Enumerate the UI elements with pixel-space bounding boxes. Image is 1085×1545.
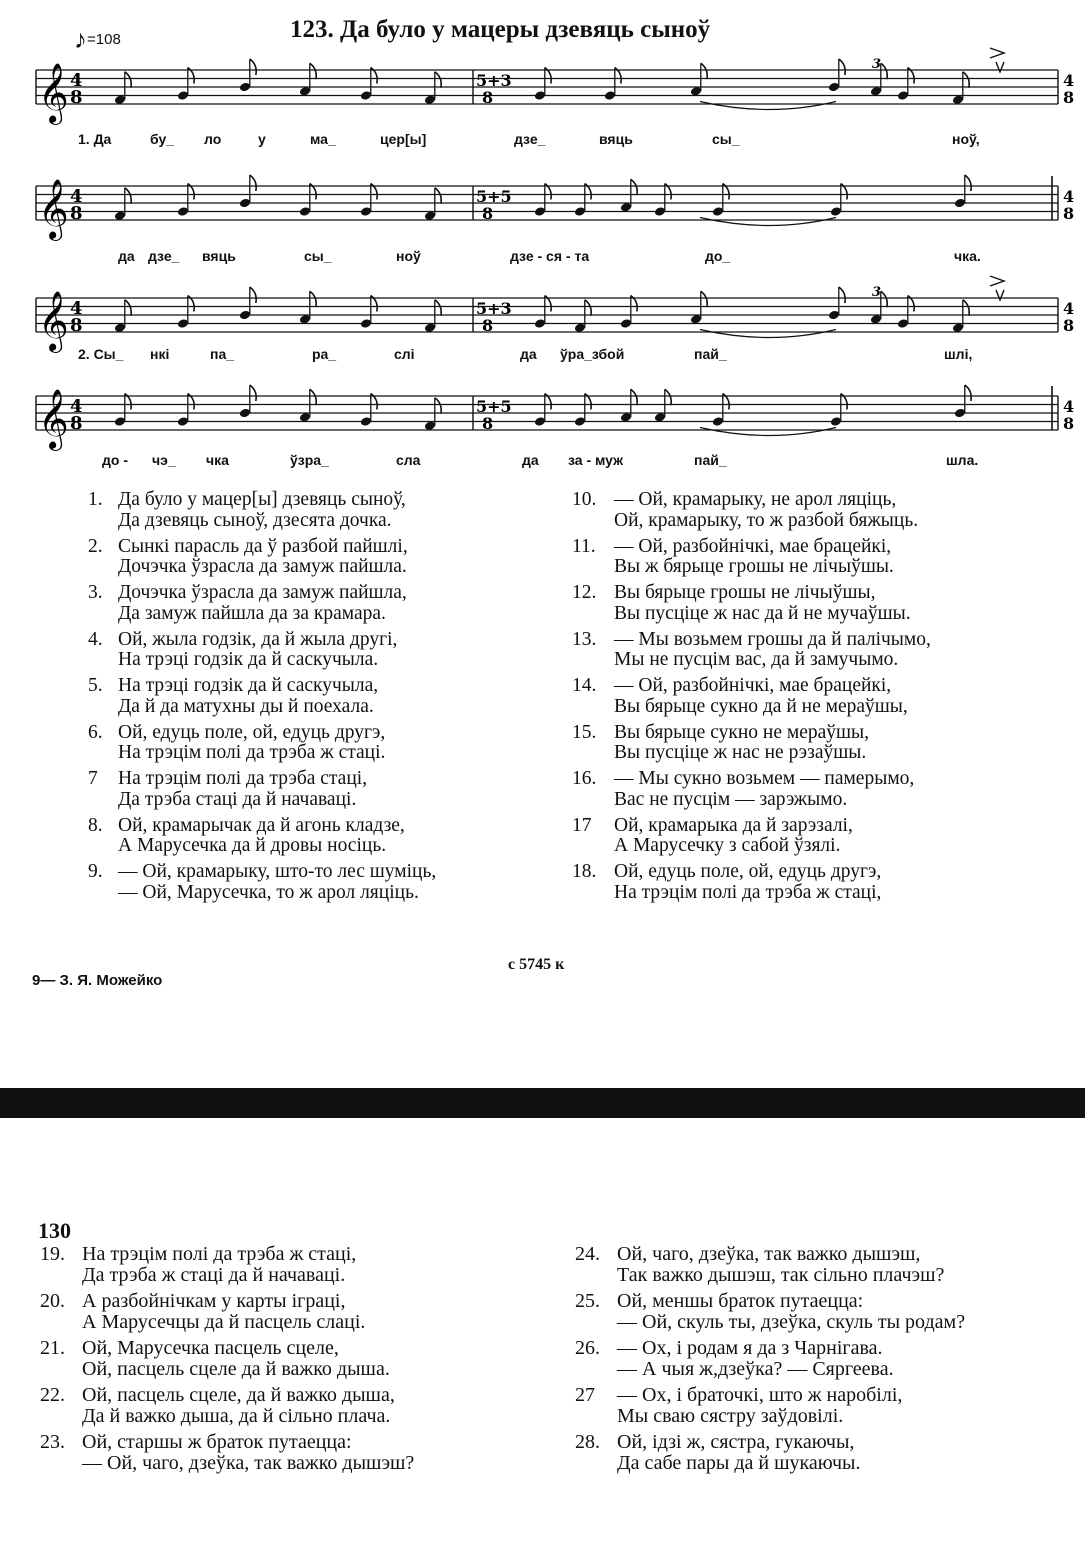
verse-line-2: — Ой, скуль ты, дзеўка, скуль ты родам?	[617, 1311, 966, 1333]
verse-line-2: — Ой, чаго, дзеўка, так важко дышэш?	[82, 1452, 415, 1474]
verse	[572, 676, 931, 717]
lyric-syllable: дзе - ся - та	[510, 248, 590, 264]
time-signature-bottom: 8	[482, 316, 494, 335]
verse	[88, 630, 436, 671]
verse-line-1: Вы бярыце сукно не мераўшы,	[614, 721, 869, 743]
verse-number: 3.	[88, 582, 103, 603]
lyric-syllable: чка.	[954, 248, 981, 264]
verse	[572, 769, 931, 810]
lyric-syllable: ноў,	[952, 131, 980, 147]
verse-line-2: Вы пусціце ж нас да й не мучаўшы.	[614, 602, 911, 624]
verse-number: 20.	[40, 1290, 65, 1312]
verse-line-2: А Марусечка да й дровы носіць.	[118, 835, 387, 856]
lyric-syllable: сла	[396, 452, 421, 468]
treble-clef-icon: 𝄞	[38, 291, 69, 351]
verse	[88, 676, 436, 717]
lyric-syllable: 2. Сы_	[78, 346, 124, 362]
page-number: 130	[38, 1218, 71, 1243]
verse-line-1: — Ой, крамарыку, што-то лес шуміць,	[118, 861, 437, 882]
verse-number: 11.	[572, 535, 596, 557]
verse	[572, 583, 931, 624]
lyric-syllable: ноў	[396, 248, 421, 264]
verse-number: 19.	[40, 1243, 65, 1265]
time-signature-bottom: 8	[482, 414, 494, 433]
time-signature-bottom: 8	[1063, 204, 1075, 223]
lyric-syllable: цер[ы]	[380, 131, 427, 147]
note-flag	[310, 63, 316, 79]
music-notation	[0, 0, 1085, 480]
verse-line-1: — Ой, крамарыку, не арол ляціць,	[614, 489, 897, 510]
time-signature-top: 4	[70, 298, 83, 319]
verse	[40, 1291, 414, 1333]
verse-line-1: Да було у мацер[ы] дзевяць сыноў,	[118, 489, 406, 510]
verse-line-1: Сынкі парасль да ў разбой пайшлі,	[118, 535, 408, 557]
verse	[572, 537, 931, 578]
verse-number: 22.	[40, 1384, 65, 1406]
verse-line-1: Ой, пасцель сцеле, да й важко дыша,	[82, 1384, 395, 1406]
verse	[40, 1385, 414, 1427]
verse-line-1: Ой, крамарычак да й агонь кладзе,	[118, 814, 405, 836]
verse	[40, 1432, 414, 1474]
note-flag	[839, 59, 845, 75]
triplet-mark: 3	[872, 57, 882, 72]
verse-number: 15.	[572, 721, 597, 743]
song-title: 123. Да було у мацеры дзевяць сыноў	[290, 16, 711, 43]
lyric-syllable: бу_	[150, 131, 175, 147]
time-signature-bottom: 8	[70, 87, 83, 108]
time-signature-bottom: 8	[70, 413, 83, 434]
note-flag	[963, 72, 969, 88]
lyric-syllable: вяць	[599, 131, 633, 147]
note-flag	[125, 72, 131, 88]
verse	[88, 490, 436, 531]
time-signature-bottom: 8	[1063, 88, 1075, 107]
verse-number: 16.	[572, 768, 597, 789]
verse	[88, 583, 436, 624]
note-flag	[250, 287, 256, 303]
verse-line-2: Да й да матухны ды й поехала.	[118, 695, 374, 717]
triplet-mark: 3	[872, 285, 882, 300]
time-signature-top: 4	[1063, 71, 1075, 90]
lyric-syllable: нкі	[150, 346, 170, 362]
verse-line-2: Ой, крамарыку, то ж разбой бяжыць.	[614, 509, 919, 531]
verse-number: 14.	[572, 675, 597, 696]
verse-line-2: Вы бярыце сукно да й не мераўшы,	[614, 695, 908, 717]
verse-line-2: Да сабе пары да й шукаючы.	[617, 1452, 861, 1474]
verse-line-1: Ой, чаго, дзеўка, так важко дышэш,	[617, 1243, 921, 1265]
verse-number: 21.	[40, 1337, 65, 1359]
lyric-syllable: ўра_збой	[560, 346, 625, 362]
time-signature-top: 5+5	[476, 397, 512, 416]
note-flag	[701, 291, 707, 307]
verse-line-1: — Мы возьмем грошы да й палічымо,	[614, 628, 931, 650]
verse-line-2: А Марусечку з сабой ўзялі.	[614, 835, 841, 856]
time-signature-bottom: 8	[1063, 316, 1075, 335]
lyric-syllable: пай_	[694, 346, 727, 362]
verse-line-1: — Ой, разбойнічкі, мае брацейкі,	[614, 535, 892, 557]
verse-number: 12.	[572, 582, 597, 603]
lyric-syllable: ўзра_	[290, 452, 329, 468]
verse-line-1: Ой, меншы браток путаецца:	[617, 1290, 864, 1312]
time-signature-bottom: 8	[1063, 414, 1075, 433]
verse-number: 28.	[575, 1431, 600, 1453]
tie-arc	[700, 330, 836, 338]
verse	[575, 1385, 965, 1427]
time-signature-top: 4	[70, 186, 83, 207]
lyric-syllable: да	[522, 452, 539, 468]
verse-line-1: Ой, Марусечка пасцель сцеле,	[82, 1337, 339, 1359]
verse-line-1: Ой, старшы ж браток путаецца:	[82, 1431, 352, 1453]
note-flag	[963, 300, 969, 316]
verse-line-2: — А чыя ж,дзеўка? — Сяргеева.	[617, 1358, 894, 1380]
verse	[575, 1244, 965, 1286]
note-flag	[250, 385, 256, 401]
time-signature-top: 4	[70, 70, 83, 91]
treble-clef-icon: 𝄞	[38, 63, 69, 123]
verse-number: 18.	[572, 861, 597, 882]
verse	[572, 816, 931, 857]
verses2-right-column	[575, 1244, 965, 1479]
verse	[572, 862, 931, 903]
verse-line-2: Да дзевяць сыноў, дзесята дочка.	[118, 509, 392, 531]
note-flag	[631, 389, 637, 405]
note-flag	[701, 63, 707, 79]
lyric-syllable: слі	[394, 346, 415, 362]
verse-line-2: Так важко дышэш, так сільно плачэш?	[617, 1264, 945, 1286]
verse-line-2: Да й важко дыша, да й сільно плача.	[82, 1405, 391, 1427]
time-signature-bottom: 8	[482, 204, 494, 223]
note-flag	[881, 291, 887, 307]
note-flag	[435, 72, 441, 88]
treble-clef-icon: 𝄞	[38, 179, 69, 239]
verse	[575, 1338, 965, 1380]
lyric-syllable: 1. Да	[78, 131, 112, 147]
lyric-syllable: до_	[705, 248, 731, 264]
verse-line-2: Вы пусціце ж нас не рэзаўшы.	[614, 742, 867, 763]
verse-line-2: Да трэба стаці да й начаваці.	[118, 788, 357, 810]
verse-line-1: — Мы сукно возьмем — памерымо,	[614, 768, 915, 789]
verse	[575, 1291, 965, 1333]
verse-line-2: Да замуж пайшла да за крамара.	[118, 602, 386, 624]
note-flag	[435, 398, 441, 414]
note-flag	[881, 63, 887, 79]
page-divider	[0, 1088, 1085, 1118]
time-signature-top: 4	[1063, 299, 1075, 318]
time-signature-top: 4	[70, 396, 83, 417]
verse-number: 13.	[572, 628, 597, 650]
lyric-syllable: да	[520, 346, 537, 362]
verse-number: 7	[88, 768, 98, 789]
time-signature-bottom: 8	[70, 203, 83, 224]
time-signature-bottom: 8	[70, 315, 83, 336]
verse-line-2: На трэцім полі да трэба ж стаці.	[118, 742, 386, 763]
accent-mark	[990, 48, 1004, 58]
verse-line-2: На трэці годзік да й саскучыла.	[118, 649, 379, 670]
verse-number: 23.	[40, 1431, 65, 1453]
lyric-syllable: чэ_	[152, 452, 176, 468]
footer-note: 9— З. Я. Можейко	[32, 972, 163, 989]
verse-line-2: Дочэчка ўзрасла да замуж пайшла.	[118, 556, 407, 577]
note-flag	[250, 175, 256, 191]
lyric-syllable: ма_	[310, 131, 336, 147]
verse	[572, 630, 931, 671]
verse-line-1: Дочэчка ўзрасла да замуж пайшла,	[118, 582, 407, 603]
note-flag	[310, 389, 316, 405]
tempo-marking: ♪=108	[74, 24, 121, 54]
verse-number: 17	[572, 814, 592, 836]
verses-right-column	[572, 490, 931, 909]
lyric-syllable: дзе_	[148, 248, 180, 264]
verse-line-1: Вы бярыце грошы не лічыўшы,	[614, 582, 876, 603]
lyric-syllable: за - муж	[568, 452, 624, 468]
verses2-left-column	[40, 1244, 414, 1479]
verse	[88, 769, 436, 810]
verse-line-2: А Марусечцы да й пасцель слаці.	[82, 1311, 366, 1333]
lyric-syllable: до -	[102, 452, 128, 468]
note-flag	[250, 59, 256, 75]
verse-line-1: — Ой, разбойнічкі, мае брацейкі,	[614, 675, 892, 696]
verse-number: 1.	[88, 489, 103, 510]
note-flag	[839, 287, 845, 303]
time-signature-top: 5+3	[476, 71, 512, 90]
verse-line-1: Ой, едуць поле, ой, едуць другэ,	[118, 721, 386, 743]
lyric-syllable: пай_	[694, 452, 727, 468]
verse	[88, 537, 436, 578]
verse-line-1: Ой, жыла годзік, да й жыла другі,	[118, 628, 398, 650]
verse-number: 27	[575, 1384, 595, 1406]
verse-line-2: Вас не пусцім — зарэжымо.	[614, 788, 848, 810]
verse-line-1: — Ох, і браточкі, што ж наробілі,	[617, 1384, 903, 1406]
note-flag	[965, 175, 971, 191]
time-signature-top: 4	[1063, 397, 1075, 416]
note-flag	[965, 385, 971, 401]
note-flag	[125, 300, 131, 316]
verse-line-1: На трэці годзік да й саскучыла,	[118, 675, 379, 696]
verse-number: 10.	[572, 489, 597, 510]
verse-number: 2.	[88, 535, 103, 557]
lyric-syllable: вяць	[202, 248, 236, 264]
verse	[88, 862, 436, 903]
time-signature-top: 5+5	[476, 187, 512, 206]
verse	[572, 723, 931, 764]
time-signature-top: 5+3	[476, 299, 512, 318]
eighth-note-icon: ♪	[74, 24, 87, 54]
verse-line-2: Ой, пасцель сцеле да й важко дыша.	[82, 1358, 390, 1380]
verse-number: 26.	[575, 1337, 600, 1359]
verse-line-1: На трэцім полі да трэба ж стаці,	[82, 1243, 357, 1265]
tie-arc	[700, 218, 836, 226]
accent-mark	[990, 276, 1004, 286]
verse-number: 9.	[88, 861, 103, 882]
lyric-syllable: шла.	[946, 452, 979, 468]
note-flag	[310, 291, 316, 307]
verse-line-2: — Ой, Марусечка, то ж арол ляціць.	[118, 881, 419, 903]
note-flag	[435, 188, 441, 204]
page-bottom	[0, 1118, 1085, 1545]
signature-mark: с 5745 к	[508, 956, 565, 973]
tie-arc	[700, 102, 836, 110]
time-signature-top: 4	[1063, 187, 1075, 206]
lyric-syllable: у	[258, 131, 266, 147]
verses-left-column	[88, 490, 436, 909]
treble-clef-icon: 𝄞	[38, 389, 69, 449]
lyric-syllable: дзе_	[514, 131, 546, 147]
verse-line-2: Мы не пусцім вас, да й замучымо.	[614, 649, 899, 670]
lyric-syllable: шлі,	[944, 346, 973, 362]
lyric-syllable: па_	[210, 346, 235, 362]
time-signature-bottom: 8	[482, 88, 494, 107]
lyric-syllable: ло	[204, 131, 222, 147]
verse-number: 24.	[575, 1243, 600, 1265]
verse-line-1: — Ох, і родам я да з Чарнігава.	[617, 1337, 883, 1359]
verse-number: 5.	[88, 675, 103, 696]
verse	[40, 1244, 414, 1286]
verse-line-1: А разбойнічкам у карты іграці,	[82, 1290, 346, 1312]
verse	[40, 1338, 414, 1380]
verse	[575, 1432, 965, 1474]
verse-number: 4.	[88, 628, 103, 650]
note-flag	[631, 179, 637, 195]
lyric-syllable: сы_	[712, 131, 740, 147]
verse-number: 8.	[88, 814, 103, 836]
verse	[88, 723, 436, 764]
lyric-syllable: чка	[206, 452, 229, 468]
verse-line-1: Ой, крамарыка да й зарэзалі,	[614, 814, 853, 836]
verse-line-2: Да трэба ж стаці да й начаваці.	[82, 1264, 346, 1286]
verse-number: 6.	[88, 721, 103, 743]
note-flag	[665, 389, 671, 405]
lyric-syllable: да	[118, 248, 135, 264]
verse-number: 25.	[575, 1290, 600, 1312]
verse	[88, 816, 436, 857]
lyric-syllable: ра_	[312, 346, 337, 362]
lyric-syllable: сы_	[304, 248, 332, 264]
note-flag	[585, 300, 591, 316]
verse-line-2: Вы ж бярыце грошы не лічыўшы.	[614, 556, 894, 577]
note-flag	[125, 188, 131, 204]
verse-line-2: На трэцім полі да трэба ж стаці,	[614, 881, 882, 903]
verse-line-2: Мы сваю сястру заўдовілі.	[617, 1405, 844, 1427]
verse-line-1: Ой, едуць поле, ой, едуць другэ,	[614, 861, 882, 882]
verse-line-1: На трэцім полі да трэба стаці,	[118, 768, 368, 789]
tie-arc	[700, 428, 836, 436]
verse-line-1: Ой, ідзі ж, сястра, гукаючы,	[617, 1431, 855, 1453]
note-flag	[435, 300, 441, 316]
verse	[572, 490, 931, 531]
